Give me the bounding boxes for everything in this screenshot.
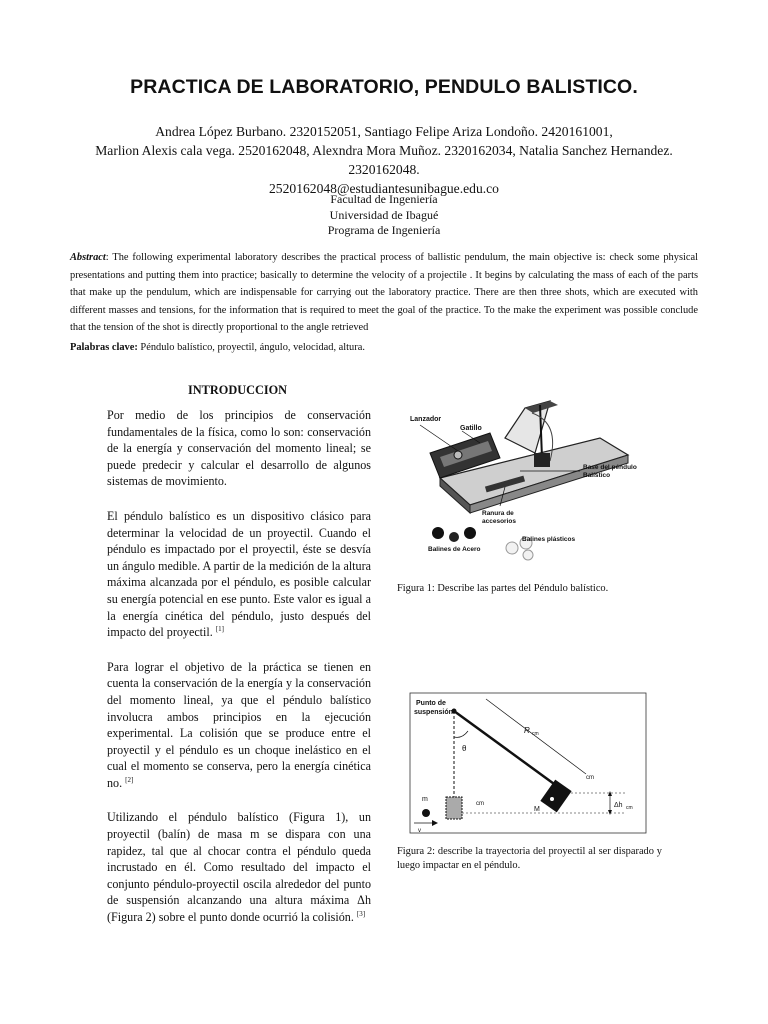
label-gatillo: Gatillo bbox=[460, 425, 482, 432]
citation-2: [2] bbox=[125, 775, 134, 784]
label-ranura-1: Ranura de bbox=[482, 510, 514, 517]
label-punto-1: Punto de bbox=[416, 700, 446, 707]
label-r: R bbox=[524, 726, 530, 735]
intro-paragraph-1 bbox=[107, 407, 371, 490]
intro-p2-text: El péndulo balístico es un dispositivo clásico para determinar la velocidad de un proyectil. Cuando el péndulo es impactado por el proyectil, éste se desvía un ángulo medible. A partir de la medición de la altura máxima alcanzada por el péndulo, es posible calcular su energía potencial en ese punto. Este valor es igual a la energía cinética del péndulo, justo después del impacto del proyectil. bbox=[107, 508, 371, 640]
intro-p4-text: Utilizando el péndulo balístico (Figura 1), un proyectil (balín) de masa m se dispara con una rapidez, tal que al chocar contra el péndulo queda incrustado en él. Como resultado del impacto el conjunto péndulo-proyectil oscila alrededor del punto de suspensión alcanzando una altura máxima Δh (Figura 2) sobre el punto donde ocurrió la colisión. bbox=[107, 810, 371, 925]
label-balines-acero: Balines de Acero bbox=[428, 546, 481, 553]
label-r-sub: cm bbox=[532, 731, 539, 737]
label-delta-h: Δh bbox=[614, 802, 623, 809]
faculty-name: Facultad de Ingeniería bbox=[330, 192, 438, 206]
label-lanzador: Lanzador bbox=[410, 416, 442, 423]
plastic-ball-3 bbox=[523, 550, 533, 560]
abstract-label: Abstract bbox=[70, 252, 106, 263]
intro-paragraph-3 bbox=[107, 659, 371, 792]
intro-p3-text: Para lograr el objetivo de la práctica se tienen en cuenta la conservación de la energía y la conservación del momento lineal, ya que el péndulo balístico involucra ambos principios en la ejecución experimental. La colisión que se produce entre el proyectil y el péndulo es un choque inelástico en el cual el momento se conserva, pero la energía cinética no. bbox=[107, 659, 371, 790]
projectile-ball bbox=[422, 809, 430, 817]
program-name: Programa de Ingeniería bbox=[327, 223, 441, 237]
keywords bbox=[70, 342, 698, 353]
steel-ball-3 bbox=[464, 527, 476, 539]
label-theta: θ bbox=[462, 744, 467, 753]
abstract-text: : The following experimental laboratory describes the practical process of ballistic pendulum, the main objective is: check some physical presentations and putting them into practice; basically to determine the velocity of a projectile . It begins by calculating the mass of each of the parts that make up the pendulum, which are indispensable for carrying out the laboratory practice. There are then three shots, which are executed with different masses and tensions, for the information that is required to meet the goal of the practice. To the make the experiment was possible conclude that the tension of the shot is directly proportional to the angle retrieved bbox=[70, 252, 698, 334]
citation-1: [1] bbox=[215, 625, 224, 634]
label-base-1: Base del péndulo bbox=[583, 464, 637, 471]
label-v: v bbox=[418, 828, 421, 834]
figure-2-image bbox=[396, 689, 660, 835]
label-delta-h-sub: cm bbox=[626, 805, 633, 811]
intro-p1-text: Por medio de los principios de conservación fundamentales de la física, como lo son: conservación de la energía y conservación del momento lineal; se puede predecir y calcular el desarrollo de algunos sistemas de movimiento. bbox=[107, 408, 371, 489]
label-m: m bbox=[422, 796, 428, 803]
paper-title: PRACTICA DE LABORATORIO, PENDULO BALISTICO. bbox=[130, 76, 638, 98]
plastic-ball-1 bbox=[506, 542, 518, 554]
label-ranura-2: accesorios bbox=[482, 518, 516, 525]
steel-ball-2 bbox=[449, 532, 459, 542]
intro-column bbox=[107, 407, 371, 944]
affiliation-block bbox=[0, 192, 768, 239]
figure-1-image bbox=[400, 383, 655, 563]
keywords-text: Péndulo balístico, proyectil, ángulo, velocidad, altura. bbox=[137, 342, 365, 353]
section-heading-introduccion: INTRODUCCION bbox=[188, 383, 288, 397]
authors-line-3: 2320162048. bbox=[348, 162, 420, 177]
pendulum-trajectory-diagram bbox=[396, 689, 660, 835]
keywords-label: Palabras clave: bbox=[70, 342, 138, 353]
label-cm-2: cm bbox=[586, 775, 594, 781]
steel-ball-1 bbox=[432, 527, 444, 539]
figure-2-caption: Figura 2: describe la trayectoria del proyectil al ser disparado y luego impactar en el péndulo. bbox=[397, 846, 662, 871]
university-name: Universidad de Ibagué bbox=[329, 207, 439, 222]
author-email: 2520162048@estudiantesunibague.edu.co bbox=[269, 181, 499, 196]
label-punto-2: suspensión bbox=[414, 709, 453, 716]
citation-3: [3] bbox=[356, 910, 366, 918]
label-M: M bbox=[534, 806, 540, 813]
authors-block bbox=[60, 122, 708, 198]
intro-paragraph-4 bbox=[107, 809, 371, 925]
label-base-2: Balístico bbox=[583, 472, 611, 479]
intro-paragraph-2 bbox=[107, 508, 371, 641]
authors-line-1: Andrea López Burbano. 2320152051, Santiago Felipe Ariza Londoño. 2420161001, bbox=[155, 124, 613, 139]
ballistic-pendulum-illustration bbox=[400, 383, 655, 563]
authors-line-2: Marlion Alexis cala vega. 2520162048, Alexndra Mora Muñoz. 2320162034, Natalia Sanchez Hernandez. bbox=[95, 143, 673, 158]
label-balines-plasticos: Balines plásticos bbox=[522, 536, 576, 543]
label-cm-1: cm bbox=[476, 801, 484, 807]
abstract bbox=[70, 249, 698, 337]
figure-1-caption: Figura 1: Describe las partes del Péndulo balístico. bbox=[397, 583, 609, 594]
